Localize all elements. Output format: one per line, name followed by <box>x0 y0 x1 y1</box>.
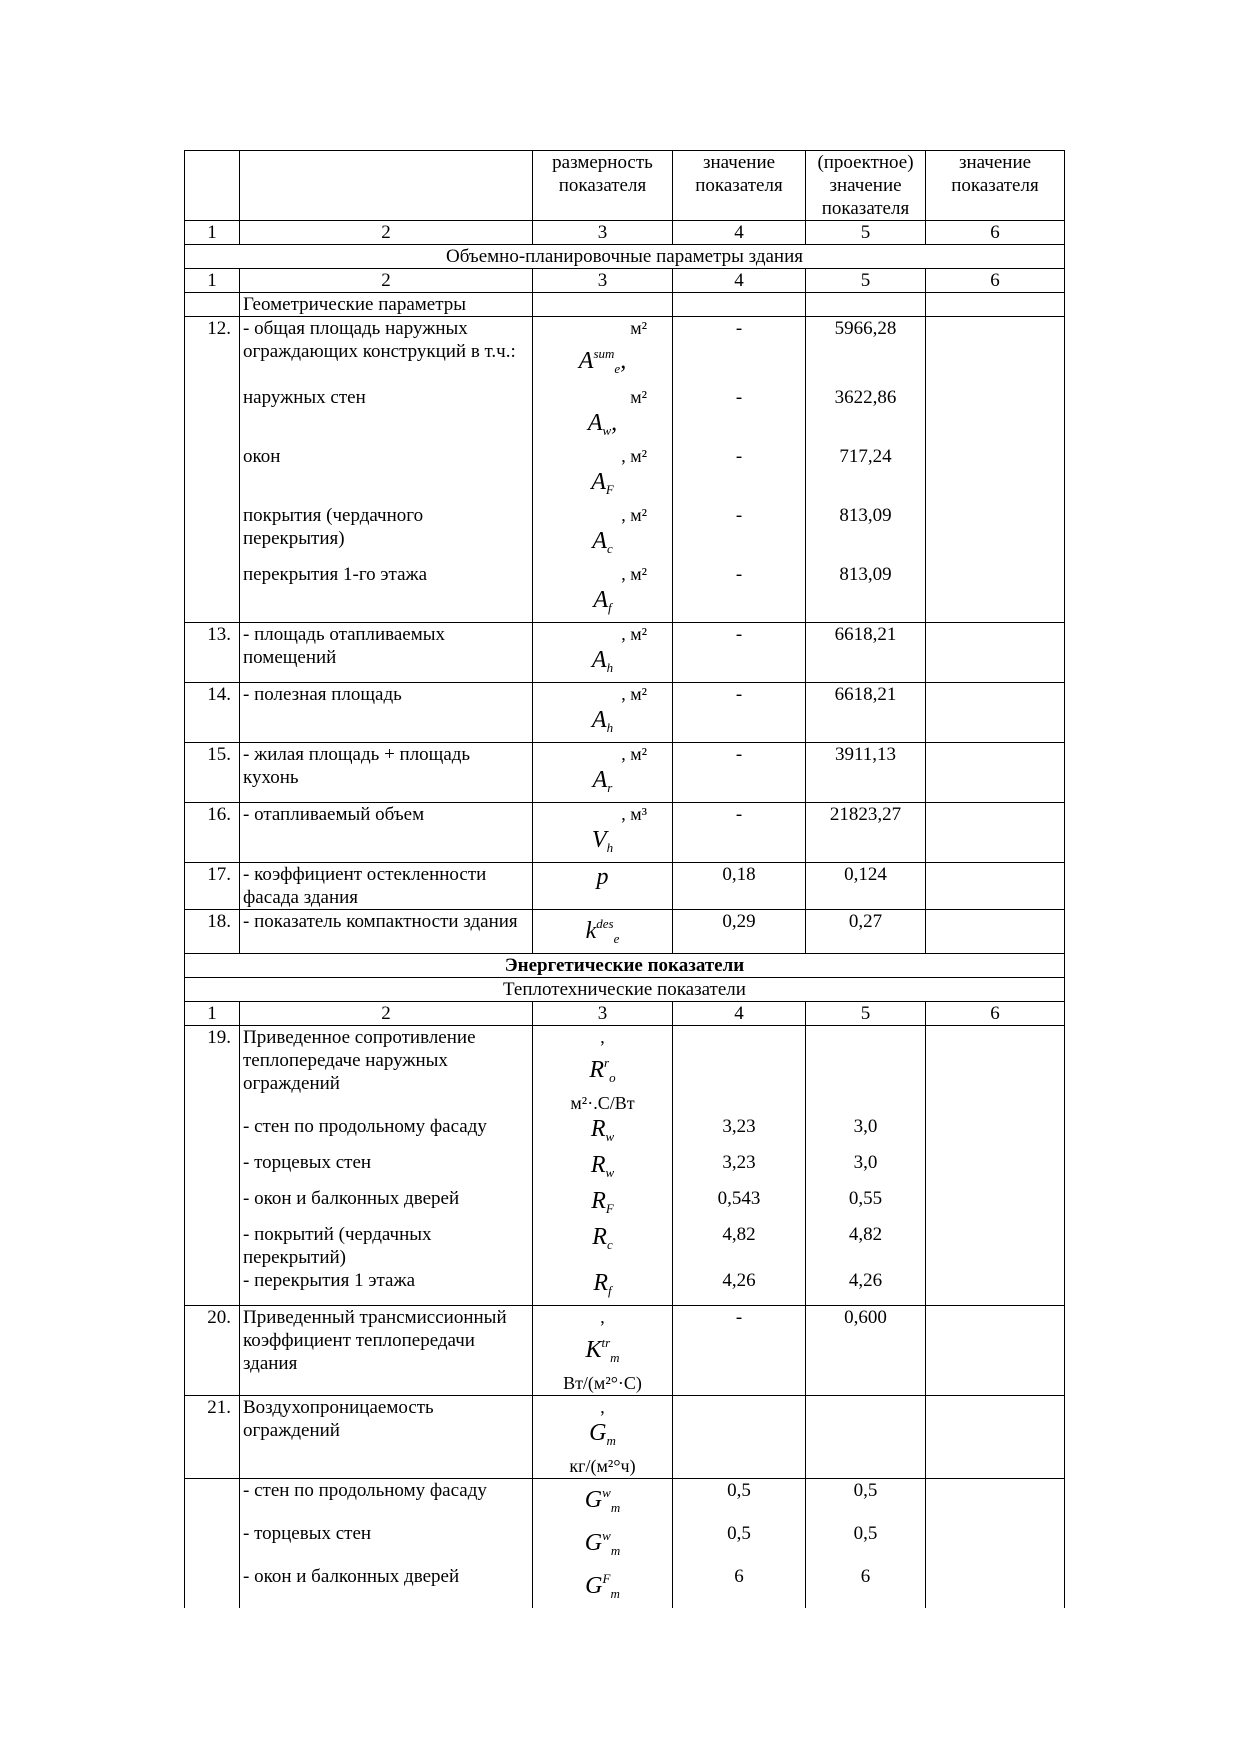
table-row: - окон и балконных дверей $G^F_m$ 6 6 <box>185 1565 1065 1608</box>
symbol-cell: $R_w$ <box>533 1151 673 1187</box>
symbol-cell: $G^w_m$ <box>533 1479 673 1523</box>
symbol-cell: , м² $A_h$ <box>533 623 673 683</box>
section-geometric: Геометрические параметры <box>240 293 533 317</box>
symbol-cell: м² $A_w$, <box>533 386 673 445</box>
table-row: 20. Приведенный трансмиссионный коэффициент теплопередачи здания , $K^{tr}_m$ Вт/(м²°·С) - 0,600 <box>185 1306 1065 1396</box>
table-row: наружных стен м² $A_w$, - 3622,86 <box>185 386 1065 445</box>
symbol-cell: , м² $A_h$ <box>533 683 673 743</box>
symbol-cell: , $G_m$ кг/(м²°ч) <box>533 1396 673 1479</box>
symbol-cell: , $R^r_o$ м²·.С/Вт <box>533 1026 673 1116</box>
symbol-cell: , м² $A_f$ <box>533 563 673 623</box>
table-row: 16. - отапливаемый объем , м³ $V_h$ - 21823,27 <box>185 803 1065 863</box>
table-row: - стен по продольному фасаду $R_w$ 3,23 3,0 <box>185 1115 1065 1151</box>
table-row: перекрытия 1-го этажа , м² $A_f$ - 813,09 <box>185 563 1065 623</box>
table-row: - перекрытия 1 этажа $R_f$ 4,26 4,26 <box>185 1269 1065 1306</box>
table-row: 18. - показатель компактности здания $k^{des}_e$ 0,29 0,27 <box>185 910 1065 954</box>
section-thermal: Теплотехнические показатели <box>185 978 1065 1002</box>
table-row: 21. Воздухопроницаемость ограждений , $G_m$ кг/(м²°ч) <box>185 1396 1065 1479</box>
symbol-cell: , $K^{tr}_m$ Вт/(м²°·С) <box>533 1306 673 1396</box>
column-number-row: 1 2 3 4 5 6 <box>185 1002 1065 1026</box>
table-row: 17. - коэффициент остекленности фасада здания p 0,18 0,124 <box>185 863 1065 910</box>
column-number-row: 1 2 3 4 5 6 <box>185 221 1065 245</box>
table-row: - стен по продольному фасаду $G^w_m$ 0,5 0,5 <box>185 1479 1065 1523</box>
column-number-row: 1 2 3 4 5 6 <box>185 269 1065 293</box>
table-row: 19. Приведенное сопротивление теплопередаче наружных ограждений , $R^r_o$ м²·.С/Вт <box>185 1026 1065 1116</box>
symbol-cell: м² $A^{sum}_e$, <box>533 317 673 387</box>
symbol-cell: , м² $A_c$ <box>533 504 673 563</box>
section-volumetric: Объемно-планировочные параметры здания <box>185 245 1065 269</box>
table-row: 13. - площадь отапливаемых помещений , м² $A_h$ - 6618,21 <box>185 623 1065 683</box>
header-col4: значение показателя <box>673 151 806 221</box>
symbol-cell: $R_w$ <box>533 1115 673 1151</box>
symbol-cell: $R_F$ <box>533 1187 673 1223</box>
table-row: - торцевых стен $G^w_m$ 0,5 0,5 <box>185 1522 1065 1565</box>
symbol-cell: , м² $A_r$ <box>533 743 673 803</box>
symbol-cell: $G^F_m$ <box>533 1565 673 1608</box>
symbol-cell: , м² $A_F$ <box>533 445 673 504</box>
symbol-cell: $R_f$ <box>533 1269 673 1306</box>
header-col6: значение показателя <box>926 151 1065 221</box>
section-row <box>185 954 1065 978</box>
symbol-cell: $G^w_m$ <box>533 1522 673 1565</box>
section-row <box>185 245 1065 269</box>
symbol-cell: p <box>533 863 673 910</box>
symbol-cell: , м³ $V_h$ <box>533 803 673 863</box>
section-energy: Энергетические показатели <box>185 954 1065 978</box>
header-col3: размерность показателя <box>533 151 673 221</box>
table-row: покрытия (чердачного перекрытия) , м² $A_c$ - 813,09 <box>185 504 1065 563</box>
table-row: окон , м² $A_F$ - 717,24 <box>185 445 1065 504</box>
table-row: 15. - жилая площадь + площадь кухонь , м² $A_r$ - 3911,13 <box>185 743 1065 803</box>
indicators-table <box>184 150 1065 1608</box>
table-row: - окон и балконных дверей $R_F$ 0,543 0,55 <box>185 1187 1065 1223</box>
section-row <box>185 978 1065 1002</box>
header-row <box>185 151 1065 221</box>
table-row: - покрытий (чердачных перекрытий) $R_c$ 4,82 4,82 <box>185 1223 1065 1269</box>
table-row: 14. - полезная площадь , м² $A_h$ - 6618,21 <box>185 683 1065 743</box>
symbol-cell: $k^{des}_e$ <box>533 910 673 954</box>
symbol-cell: $R_c$ <box>533 1223 673 1269</box>
subsection-row <box>185 293 1065 317</box>
table-row: 12. - общая площадь наружных ограждающих конструкций в т.ч.: м² $A^{sum}_e$, - 5966,28 <box>185 317 1065 387</box>
table-row: - торцевых стен $R_w$ 3,23 3,0 <box>185 1151 1065 1187</box>
header-col5: (проектное) значение показателя <box>806 151 926 221</box>
